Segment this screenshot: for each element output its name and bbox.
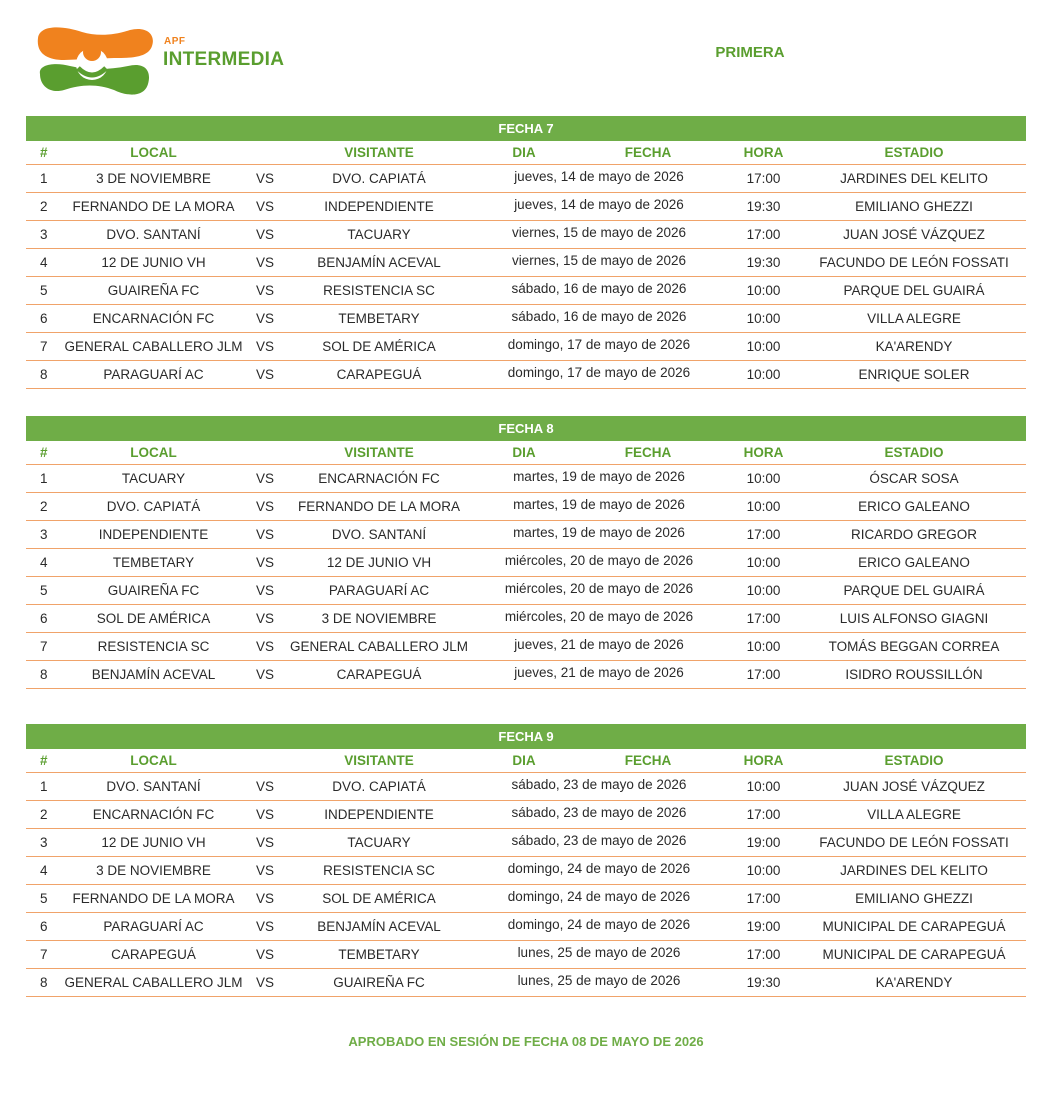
match-row	[26, 857, 1026, 885]
local-team: GENERAL CABALLERO JLM	[64, 975, 243, 990]
stadium: PARQUE DEL GUAIRÁ	[843, 583, 985, 598]
visiting-team: BENJAMÍN ACEVAL	[317, 919, 441, 934]
column-header-num: #	[40, 145, 48, 160]
local-team: CARAPEGUÁ	[111, 947, 196, 962]
match-date: miércoles, 20 de mayo de 2026	[504, 553, 694, 568]
vs-label: VS	[255, 583, 274, 598]
match-time: 10:00	[746, 367, 781, 382]
round-title: FECHA 8	[26, 416, 1026, 441]
local-team: 12 DE JUNIO VH	[101, 255, 206, 270]
column-header-hora: HORA	[743, 445, 784, 460]
match-number: 6	[40, 611, 48, 626]
stadium: LUIS ALFONSO GIAGNI	[839, 611, 989, 626]
match-time: 17:00	[746, 947, 781, 962]
local-team: PARAGUARÍ AC	[103, 367, 204, 382]
stadium: MUNICIPAL DE CARAPEGUÁ	[822, 919, 1006, 934]
vs-label: VS	[255, 975, 274, 990]
local-team: TEMBETARY	[112, 555, 195, 570]
stadium: JARDINES DEL KELITO	[840, 171, 988, 186]
visiting-team: TACUARY	[347, 227, 411, 242]
local-team: FERNANDO DE LA MORA	[72, 199, 235, 214]
match-row	[26, 549, 1026, 577]
vs-label: VS	[255, 863, 274, 878]
match-row	[26, 969, 1026, 997]
match-time: 10:00	[746, 863, 781, 878]
local-team: BENJAMÍN ACEVAL	[91, 667, 216, 682]
match-date: domingo, 24 de mayo de 2026	[507, 861, 691, 876]
match-row	[26, 605, 1026, 633]
logo-intermedia-text: INTERMEDIA	[163, 49, 285, 70]
column-header-local: LOCAL	[130, 145, 177, 160]
match-row	[26, 773, 1026, 801]
visiting-team: CARAPEGUÁ	[336, 667, 422, 682]
column-header-row	[26, 141, 1026, 165]
approval-footer: APROBADO EN SESIÓN DE FECHA 08 DE MAYO DE 2026	[348, 1034, 704, 1049]
match-date: martes, 19 de mayo de 2026	[513, 525, 685, 540]
local-team: PARAGUARÍ AC	[103, 919, 204, 934]
column-header-visitante: VISITANTE	[344, 145, 414, 160]
match-date: jueves, 21 de mayo de 2026	[514, 665, 684, 680]
visiting-team: TEMBETARY	[338, 947, 420, 962]
visiting-team: DVO. CAPIATÁ	[332, 171, 426, 186]
match-row	[26, 361, 1026, 389]
match-time: 10:00	[746, 471, 781, 486]
column-header-hora: HORA	[743, 145, 784, 160]
match-number: 3	[40, 227, 48, 242]
match-row	[26, 493, 1026, 521]
stadium: TOMÁS BEGGAN CORREA	[828, 639, 1000, 654]
match-time: 19:30	[746, 975, 781, 990]
match-row	[26, 465, 1026, 493]
match-number: 2	[40, 499, 48, 514]
vs-label: VS	[255, 919, 274, 934]
match-row	[26, 801, 1026, 829]
round-section	[26, 724, 1026, 997]
visiting-team: TACUARY	[347, 835, 411, 850]
visiting-team: INDEPENDIENTE	[324, 199, 434, 214]
stadium: RICARDO GREGOR	[850, 527, 977, 542]
column-header-fecha: FECHA	[624, 145, 672, 160]
column-header-visitante: VISITANTE	[344, 445, 414, 460]
stadium: VILLA ALEGRE	[867, 807, 961, 822]
match-row	[26, 661, 1026, 689]
column-header-num: #	[40, 445, 48, 460]
match-time: 17:00	[746, 667, 781, 682]
page-header	[0, 0, 1047, 112]
column-header-dia: DIA	[512, 145, 536, 160]
match-date: domingo, 17 de mayo de 2026	[507, 337, 691, 352]
match-date: lunes, 25 de mayo de 2026	[517, 945, 681, 960]
match-date: jueves, 14 de mayo de 2026	[514, 169, 684, 184]
vs-label: VS	[255, 779, 274, 794]
match-date: jueves, 14 de mayo de 2026	[514, 197, 684, 212]
vs-label: VS	[255, 227, 274, 242]
vs-label: VS	[255, 199, 274, 214]
match-number: 5	[40, 891, 48, 906]
match-number: 8	[40, 667, 48, 682]
round-section	[26, 416, 1026, 689]
vs-label: VS	[255, 947, 274, 962]
match-time: 10:00	[746, 555, 781, 570]
local-team: ENCARNACIÓN FC	[92, 807, 215, 822]
vs-label: VS	[255, 555, 274, 570]
stadium: JUAN JOSÉ VÁZQUEZ	[843, 779, 985, 794]
visiting-team: SOL DE AMÉRICA	[322, 891, 436, 906]
match-time: 10:00	[746, 499, 781, 514]
match-date: sábado, 23 de mayo de 2026	[511, 777, 687, 792]
match-number: 3	[40, 527, 48, 542]
stadium: ERICO GALEANO	[858, 555, 970, 570]
local-team: DVO. CAPIATÁ	[106, 499, 201, 514]
match-time: 17:00	[746, 611, 781, 626]
column-header-num: #	[40, 753, 48, 768]
match-number: 1	[40, 171, 48, 186]
visiting-team: GUAIREÑA FC	[333, 975, 425, 990]
match-number: 7	[40, 639, 48, 654]
match-row	[26, 305, 1026, 333]
visiting-team: TEMBETARY	[338, 311, 420, 326]
local-team: GUAIREÑA FC	[107, 283, 200, 298]
match-number: 7	[40, 339, 48, 354]
stadium: JUAN JOSÉ VÁZQUEZ	[843, 227, 985, 242]
match-number: 6	[40, 311, 48, 326]
vs-label: VS	[255, 471, 274, 486]
visiting-team: INDEPENDIENTE	[324, 807, 434, 822]
match-date: sábado, 16 de mayo de 2026	[511, 281, 687, 296]
vs-label: VS	[255, 639, 274, 654]
match-number: 5	[40, 283, 48, 298]
match-time: 19:30	[746, 255, 781, 270]
match-date: lunes, 25 de mayo de 2026	[517, 973, 681, 988]
local-team: 12 DE JUNIO VH	[101, 835, 206, 850]
match-time: 10:00	[746, 283, 781, 298]
vs-label: VS	[255, 807, 274, 822]
match-number: 8	[40, 975, 48, 990]
match-time: 17:00	[746, 171, 781, 186]
match-time: 10:00	[746, 779, 781, 794]
match-number: 5	[40, 583, 48, 598]
match-row	[26, 193, 1026, 221]
stadium: KA'ARENDY	[875, 975, 953, 990]
local-team: RESISTENCIA SC	[97, 639, 210, 654]
match-number: 3	[40, 835, 48, 850]
match-time: 17:00	[746, 891, 781, 906]
vs-label: VS	[255, 667, 274, 682]
column-header-estadio: ESTADIO	[884, 145, 944, 160]
column-header-estadio: ESTADIO	[884, 753, 944, 768]
match-number: 2	[40, 199, 48, 214]
match-date: sábado, 23 de mayo de 2026	[511, 833, 687, 848]
match-row	[26, 333, 1026, 361]
column-header-row	[26, 749, 1026, 773]
column-header-local: LOCAL	[130, 445, 177, 460]
visiting-team: FERNANDO DE LA MORA	[297, 499, 461, 514]
column-header-row	[26, 441, 1026, 465]
visiting-team: RESISTENCIA SC	[323, 863, 435, 878]
stadium: EMILIANO GHEZZI	[855, 891, 973, 906]
vs-label: VS	[255, 499, 274, 514]
match-date: miércoles, 20 de mayo de 2026	[504, 609, 694, 624]
match-time: 10:00	[746, 583, 781, 598]
match-number: 2	[40, 807, 48, 822]
division-title: PRIMERA	[715, 44, 785, 61]
local-team: 3 DE NOVIEMBRE	[96, 863, 211, 878]
column-header-local: LOCAL	[130, 753, 177, 768]
stadium: JARDINES DEL KELITO	[840, 863, 988, 878]
match-row	[26, 913, 1026, 941]
round-title: FECHA 9	[26, 724, 1026, 749]
match-time: 10:00	[746, 311, 781, 326]
match-date: domingo, 17 de mayo de 2026	[507, 365, 691, 380]
column-header-estadio: ESTADIO	[884, 445, 944, 460]
stadium: ENRIQUE SOLER	[858, 367, 970, 382]
stadium: PARQUE DEL GUAIRÁ	[843, 283, 985, 298]
stadium: VILLA ALEGRE	[867, 311, 961, 326]
match-date: miércoles, 20 de mayo de 2026	[504, 581, 694, 596]
match-row	[26, 221, 1026, 249]
visiting-team: SOL DE AMÉRICA	[322, 339, 436, 354]
match-date: domingo, 24 de mayo de 2026	[507, 917, 691, 932]
visiting-team: GENERAL CABALLERO JLM	[289, 639, 469, 654]
match-row	[26, 829, 1026, 857]
match-date: martes, 19 de mayo de 2026	[513, 469, 685, 484]
visiting-team: 3 DE NOVIEMBRE	[321, 611, 437, 626]
match-number: 4	[40, 555, 48, 570]
match-number: 4	[40, 863, 48, 878]
match-row	[26, 941, 1026, 969]
match-number: 7	[40, 947, 48, 962]
match-number: 4	[40, 255, 48, 270]
match-date: viernes, 15 de mayo de 2026	[511, 225, 687, 240]
match-date: viernes, 15 de mayo de 2026	[511, 253, 687, 268]
vs-label: VS	[255, 367, 274, 382]
match-date: domingo, 24 de mayo de 2026	[507, 889, 691, 904]
match-time: 19:30	[746, 199, 781, 214]
visiting-team: CARAPEGUÁ	[336, 367, 422, 382]
match-time: 17:00	[746, 227, 781, 242]
match-date: jueves, 21 de mayo de 2026	[514, 637, 684, 652]
match-row	[26, 165, 1026, 193]
local-team: 3 DE NOVIEMBRE	[96, 171, 211, 186]
vs-label: VS	[255, 339, 274, 354]
local-team: ENCARNACIÓN FC	[92, 311, 215, 326]
match-row	[26, 633, 1026, 661]
match-date: sábado, 23 de mayo de 2026	[511, 805, 687, 820]
match-time: 19:00	[746, 835, 781, 850]
vs-label: VS	[255, 311, 274, 326]
column-header-fecha: FECHA	[624, 445, 672, 460]
visiting-team: PARAGUARÍ AC	[328, 583, 430, 598]
stadium: ERICO GALEANO	[858, 499, 970, 514]
column-header-dia: DIA	[512, 445, 536, 460]
match-number: 8	[40, 367, 48, 382]
visiting-team: BENJAMÍN ACEVAL	[317, 255, 441, 270]
column-header-fecha: FECHA	[624, 753, 672, 768]
round-section	[26, 116, 1026, 389]
stadium: FACUNDO DE LEÓN FOSSATI	[819, 255, 1009, 270]
match-time: 10:00	[746, 339, 781, 354]
match-time: 17:00	[746, 527, 781, 542]
match-row	[26, 521, 1026, 549]
column-header-dia: DIA	[512, 753, 536, 768]
match-number: 1	[40, 471, 48, 486]
local-team: INDEPENDIENTE	[98, 527, 209, 542]
visiting-team: 12 DE JUNIO VH	[326, 555, 432, 570]
stadium: ÓSCAR SOSA	[869, 471, 959, 486]
vs-label: VS	[255, 611, 274, 626]
match-number: 6	[40, 919, 48, 934]
local-team: TACUARY	[121, 471, 186, 486]
round-title: FECHA 7	[26, 116, 1026, 141]
vs-label: VS	[255, 283, 274, 298]
local-team: GUAIREÑA FC	[107, 583, 200, 598]
match-time: 19:00	[746, 919, 781, 934]
local-team: SOL DE AMÉRICA	[96, 611, 211, 626]
stadium: EMILIANO GHEZZI	[855, 199, 973, 214]
match-row	[26, 885, 1026, 913]
local-team: DVO. SANTANÍ	[106, 227, 201, 242]
match-number: 1	[40, 779, 48, 794]
vs-label: VS	[255, 891, 274, 906]
match-date: sábado, 16 de mayo de 2026	[511, 309, 687, 324]
visiting-team: ENCARNACIÓN FC	[318, 471, 440, 486]
match-time: 17:00	[746, 807, 781, 822]
vs-label: VS	[255, 171, 274, 186]
visiting-team: DVO. CAPIATÁ	[332, 779, 426, 794]
match-row	[26, 277, 1026, 305]
local-team: GENERAL CABALLERO JLM	[64, 339, 243, 354]
vs-label: VS	[255, 835, 274, 850]
vs-label: VS	[255, 255, 274, 270]
match-row	[26, 249, 1026, 277]
local-team: DVO. SANTANÍ	[106, 779, 201, 794]
stadium: KA'ARENDY	[875, 339, 953, 354]
stadium: MUNICIPAL DE CARAPEGUÁ	[822, 947, 1006, 962]
stadium: ISIDRO ROUSSILLÓN	[845, 667, 983, 682]
visiting-team: DVO. SANTANÍ	[331, 527, 427, 542]
local-team: FERNANDO DE LA MORA	[72, 891, 235, 906]
logo-apf-text: APF	[164, 36, 186, 47]
match-date: martes, 19 de mayo de 2026	[513, 497, 685, 512]
column-header-hora: HORA	[743, 753, 784, 768]
match-row	[26, 577, 1026, 605]
match-time: 10:00	[746, 639, 781, 654]
stadium: FACUNDO DE LEÓN FOSSATI	[819, 835, 1009, 850]
column-header-visitante: VISITANTE	[344, 753, 414, 768]
vs-label: VS	[255, 527, 274, 542]
visiting-team: RESISTENCIA SC	[323, 283, 435, 298]
